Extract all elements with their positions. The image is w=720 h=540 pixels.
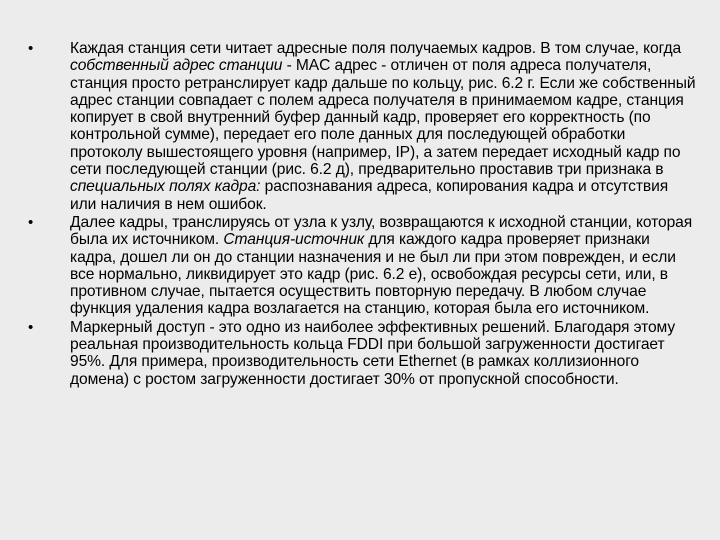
bullet-dot-icon: • <box>28 40 34 57</box>
bullet-dot-icon: • <box>28 213 34 231</box>
bullet-item <box>28 214 696 318</box>
bullet-item <box>28 40 696 213</box>
bullet-item <box>28 319 696 388</box>
bullet-list <box>28 40 696 389</box>
bullet-text: Маркерный доступ - это одно из наиболее эффективных решений. Благодаря этому реальная производительность кольца FDDI при большой загруженности достигает 95%. Для примера, производительность сети Ethernet (в рамках коллизионного домена) с ростом загруженности достигает 30% от пропускной способности. <box>70 318 676 388</box>
bullet-text: Каждая станция сети читает адресные поля получаемых кадров. В том случае, когда собственный адрес станции - MAC адрес - отличен от поля адреса получателя, станция просто ретранслирует кадр дальше по кольцу, рис. 6.2 г. Если же собственный адрес станции совпадает с полем адреса получателя в принимаемом кадре, станция копирует в свой внутренний буфер данный кадр, проверяет его корректность (по контрольной сумме), передает его поле данных для последующей обработки протоколу вышестоящего уровня (например, IP), а затем передает исходный кадр по сети последующей станции (рис. 6.2 д), предварительно проставив три признака в специальных полях кадра: распознавания адреса, копирования кадра и отсутствия или наличия в нем ошибок. <box>70 40 696 213</box>
bullet-dot-icon: • <box>28 318 34 336</box>
bullet-text: Далее кадры, транслируясь от узла к узлу, возвращаются к исходной станции, которая была их источником. Станция-источник для каждого кадра проверяет признаки кадра, дошел ли он до станции назначения и не был ли при этом поврежден, и если все нормально, ликвидирует это кадр (рис. 6.2 е), освобождая ресурсы сети, или, в противном случае, пытается осуществить повторную передачу. В любом случае функция удаления кадра возлагается на станцию, которая была его источником. <box>70 213 693 318</box>
